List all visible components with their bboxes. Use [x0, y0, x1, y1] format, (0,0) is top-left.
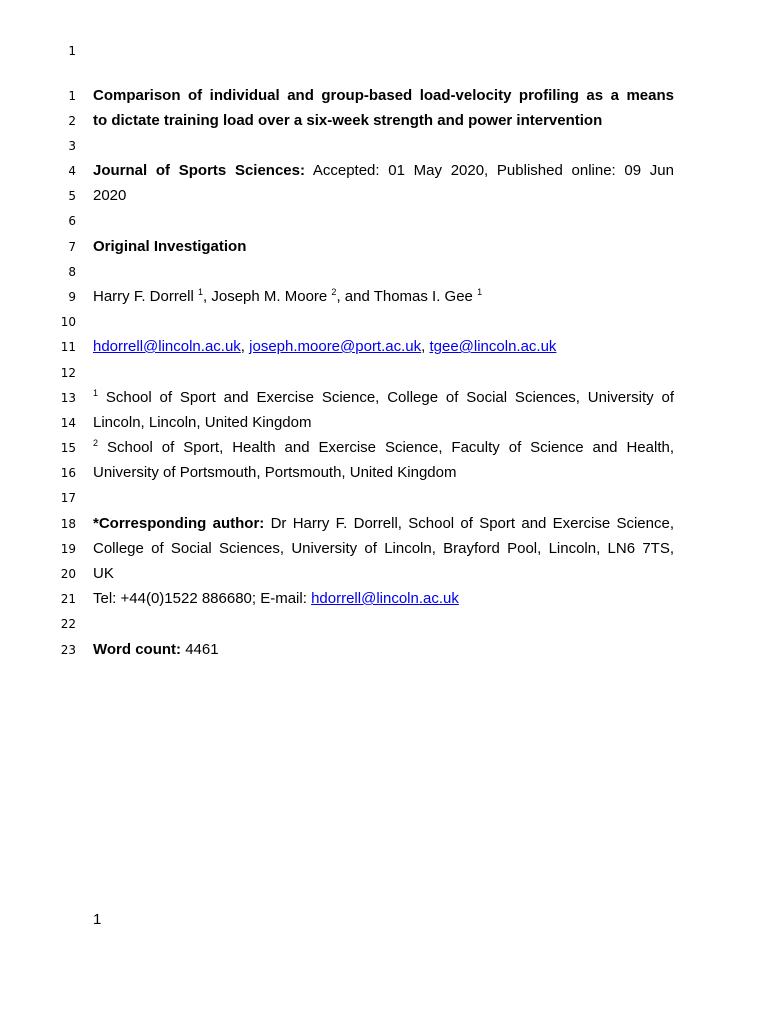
line-number: 20 [60, 567, 76, 581]
line-number: 15 [60, 441, 76, 455]
corresponding-author-line-2: College of Social Sciences, University of Lincoln, Brayford Pool, Lincoln, LN6 7TS, [93, 540, 674, 557]
corresponding-email-link[interactable]: hdorrell@lincoln.ac.uk [311, 590, 459, 607]
line-number: 2 [68, 114, 76, 128]
author-1-affiliation-mark: 1 [198, 287, 204, 297]
line-number: 10 [60, 315, 76, 329]
page-number: 1 [93, 911, 102, 928]
author-2-name: , Joseph M. Moore [203, 288, 328, 305]
affiliation-1-text: School of Sport and Exercise Science, College of Social Sciences, University of [105, 389, 674, 406]
corresponding-author-text: Dr Harry F. Dorrell, School of Sport and Exercise Science, [270, 515, 675, 532]
line-number: 9 [68, 290, 76, 304]
telephone-text: Tel: +44(0)1522 886680; E-mail: [93, 590, 307, 607]
line-number: 18 [60, 517, 76, 531]
affiliation-2-mark: 2 [93, 438, 99, 448]
line-number: 22 [60, 617, 76, 631]
email-separator: , [240, 338, 245, 355]
paper-title-line-2: to dictate training load over a six-week strength and power intervention [93, 112, 603, 129]
line-number: 23 [60, 643, 76, 657]
author-1-name: Harry F. Dorrell [93, 288, 194, 305]
journal-label: Journal of Sports Sciences: [93, 162, 305, 179]
corresponding-author-line-1 [93, 515, 674, 532]
line-number: 11 [60, 340, 76, 354]
article-type: Original Investigation [93, 238, 247, 255]
line-number: 16 [60, 466, 76, 480]
header-line-number: 1 [68, 44, 76, 58]
affiliation-1-mark: 1 [93, 388, 99, 398]
word-count [93, 641, 219, 658]
line-number: 6 [68, 214, 76, 228]
journal-dates: Accepted: 01 May 2020, Published online: 09 Jun [312, 162, 674, 179]
author-2-affiliation-mark: 2 [331, 287, 337, 297]
line-number: 1 [68, 89, 76, 103]
email-separator: , [421, 338, 426, 355]
affiliation-2-text: School of Sport, Health and Exercise Science, Faculty of Science and Health, [106, 439, 674, 456]
affiliation-1-line-1 [93, 389, 674, 406]
email-link-1[interactable]: hdorrell@lincoln.ac.uk [93, 338, 241, 355]
author-list [93, 288, 482, 305]
line-number: 7 [68, 240, 76, 254]
author-3-name: , and Thomas I. Gee [336, 288, 473, 305]
word-count-label: Word count: [93, 641, 182, 658]
line-number: 4 [68, 164, 76, 178]
journal-info-line-2: 2020 [93, 187, 127, 204]
corresponding-contact [93, 590, 459, 607]
journal-info-line-1 [93, 162, 674, 179]
author-3-affiliation-mark: 1 [477, 287, 483, 297]
line-number: 5 [68, 189, 76, 203]
word-count-value: 4461 [185, 641, 219, 658]
affiliation-1-line-2: Lincoln, Lincoln, United Kingdom [93, 414, 312, 431]
corresponding-author-line-3: UK [93, 565, 114, 582]
line-number: 14 [60, 416, 76, 430]
line-number: 12 [60, 366, 76, 380]
line-number: 19 [60, 542, 76, 556]
line-number: 3 [68, 139, 76, 153]
line-number: 8 [68, 265, 76, 279]
email-link-3[interactable]: tgee@lincoln.ac.uk [429, 338, 557, 355]
email-link-2[interactable]: joseph.moore@port.ac.uk [249, 338, 422, 355]
line-number: 17 [60, 491, 76, 505]
paper-title-line-1: Comparison of individual and group-based load-velocity profiling as a means [93, 87, 674, 104]
line-number: 13 [60, 391, 76, 405]
author-emails [93, 338, 556, 355]
affiliation-2-line-2: University of Portsmouth, Portsmouth, United Kingdom [93, 464, 457, 481]
affiliation-2-line-1 [93, 439, 674, 456]
line-number: 21 [60, 592, 76, 606]
corresponding-author-label: *Corresponding author: [93, 515, 265, 532]
